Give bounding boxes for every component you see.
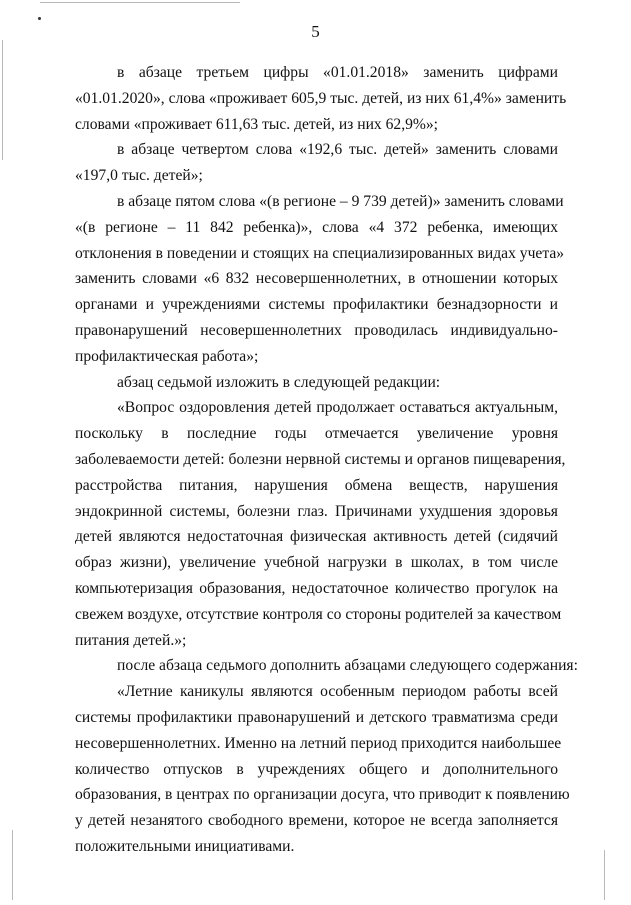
text-line: заменить словами «6 832 несовершеннолетних, в отношении которых <box>75 270 558 288</box>
text-line: детей являются недостаточная физическая активность детей (сидячий <box>75 528 558 546</box>
text-line: поскольку в последние годы отмечается увеличение уровня <box>75 425 558 443</box>
text-line: «197,0 тыс. детей»; <box>75 167 203 185</box>
scan-edge-left <box>2 40 3 160</box>
page-number: 5 <box>311 22 320 41</box>
text-line: органами и учреждениями системы профилактики безнадзорности и <box>75 296 558 314</box>
text-line: «01.01.2020», слова «проживает 605,9 тыс. детей, из них 61,4%» заменить <box>75 89 567 107</box>
text-line: положительными инициативами. <box>75 837 295 855</box>
text-line: питания детей.»; <box>75 631 187 649</box>
text-line: «Вопрос оздоровления детей продолжает оставаться актуальным, <box>117 399 558 417</box>
text-line: после абзаца седьмого дополнить абзацами следующего содержания: <box>117 657 578 675</box>
text-line: профилактическая работа»; <box>75 347 259 365</box>
text-line: в абзаце пятом слова «(в регионе – 9 739 детей)» заменить словами <box>117 192 564 210</box>
text-line: в абзаце четвертом слова «192,6 тыс. детей» заменить словами <box>117 141 558 159</box>
text-line: количество отпусков в учреждениях общего и дополнительного <box>75 760 558 778</box>
text-line: расстройства питания, нарушения обмена веществ, нарушения <box>75 476 558 494</box>
text-line: заболеваемости детей: болезни нервной системы и органов пищеварения, <box>75 450 566 468</box>
text-line: свежем воздухе, отсутствие контроля со стороны родителей за качеством <box>75 605 562 623</box>
text-line: абзац седьмой изложить в следующей редакции: <box>117 373 441 391</box>
text-line: правонарушений несовершеннолетних проводилась индивидуально- <box>75 321 558 339</box>
scan-speck <box>38 17 41 20</box>
text-line: «Летние каникулы являются особенным периодом работы всей <box>117 683 558 701</box>
text-line: образ жизни), увеличение учебной нагрузки в школах, в том числе <box>75 554 558 572</box>
document-body <box>75 60 578 860</box>
text-line: в абзаце третьем цифры «01.01.2018» заменить цифрами <box>117 64 558 81</box>
text-line: словами «проживает 611,63 тыс. детей, из них 62,9%»; <box>75 115 439 133</box>
text-line: образования, в центрах по организации досуга, что приводит к появлению <box>75 786 570 804</box>
scan-edge-bottom-left <box>12 830 13 900</box>
text-line: у детей незанятого свободного времени, которое не всегда заполняется <box>75 812 558 830</box>
text-line: эндокринной системы, болезни глаз. Причинами ухудшения здоровья <box>75 502 558 520</box>
scan-edge-bottom-right <box>604 850 605 900</box>
scan-edge-top <box>40 2 240 3</box>
text-line: несовершеннолетних. Именно на летний период приходится наибольшее <box>75 734 562 752</box>
text-line: системы профилактики правонарушений и детского травматизма среди <box>75 708 558 726</box>
text-line: компьютеризация образования, недостаточное количество прогулок на <box>75 579 558 597</box>
text-line: отклонения в поведении и стоящих на специализированных видах учета» <box>75 244 565 262</box>
text-line: «(в регионе – 11 842 ребенка)», слова «4 372 ребенка, имеющих <box>75 218 558 236</box>
